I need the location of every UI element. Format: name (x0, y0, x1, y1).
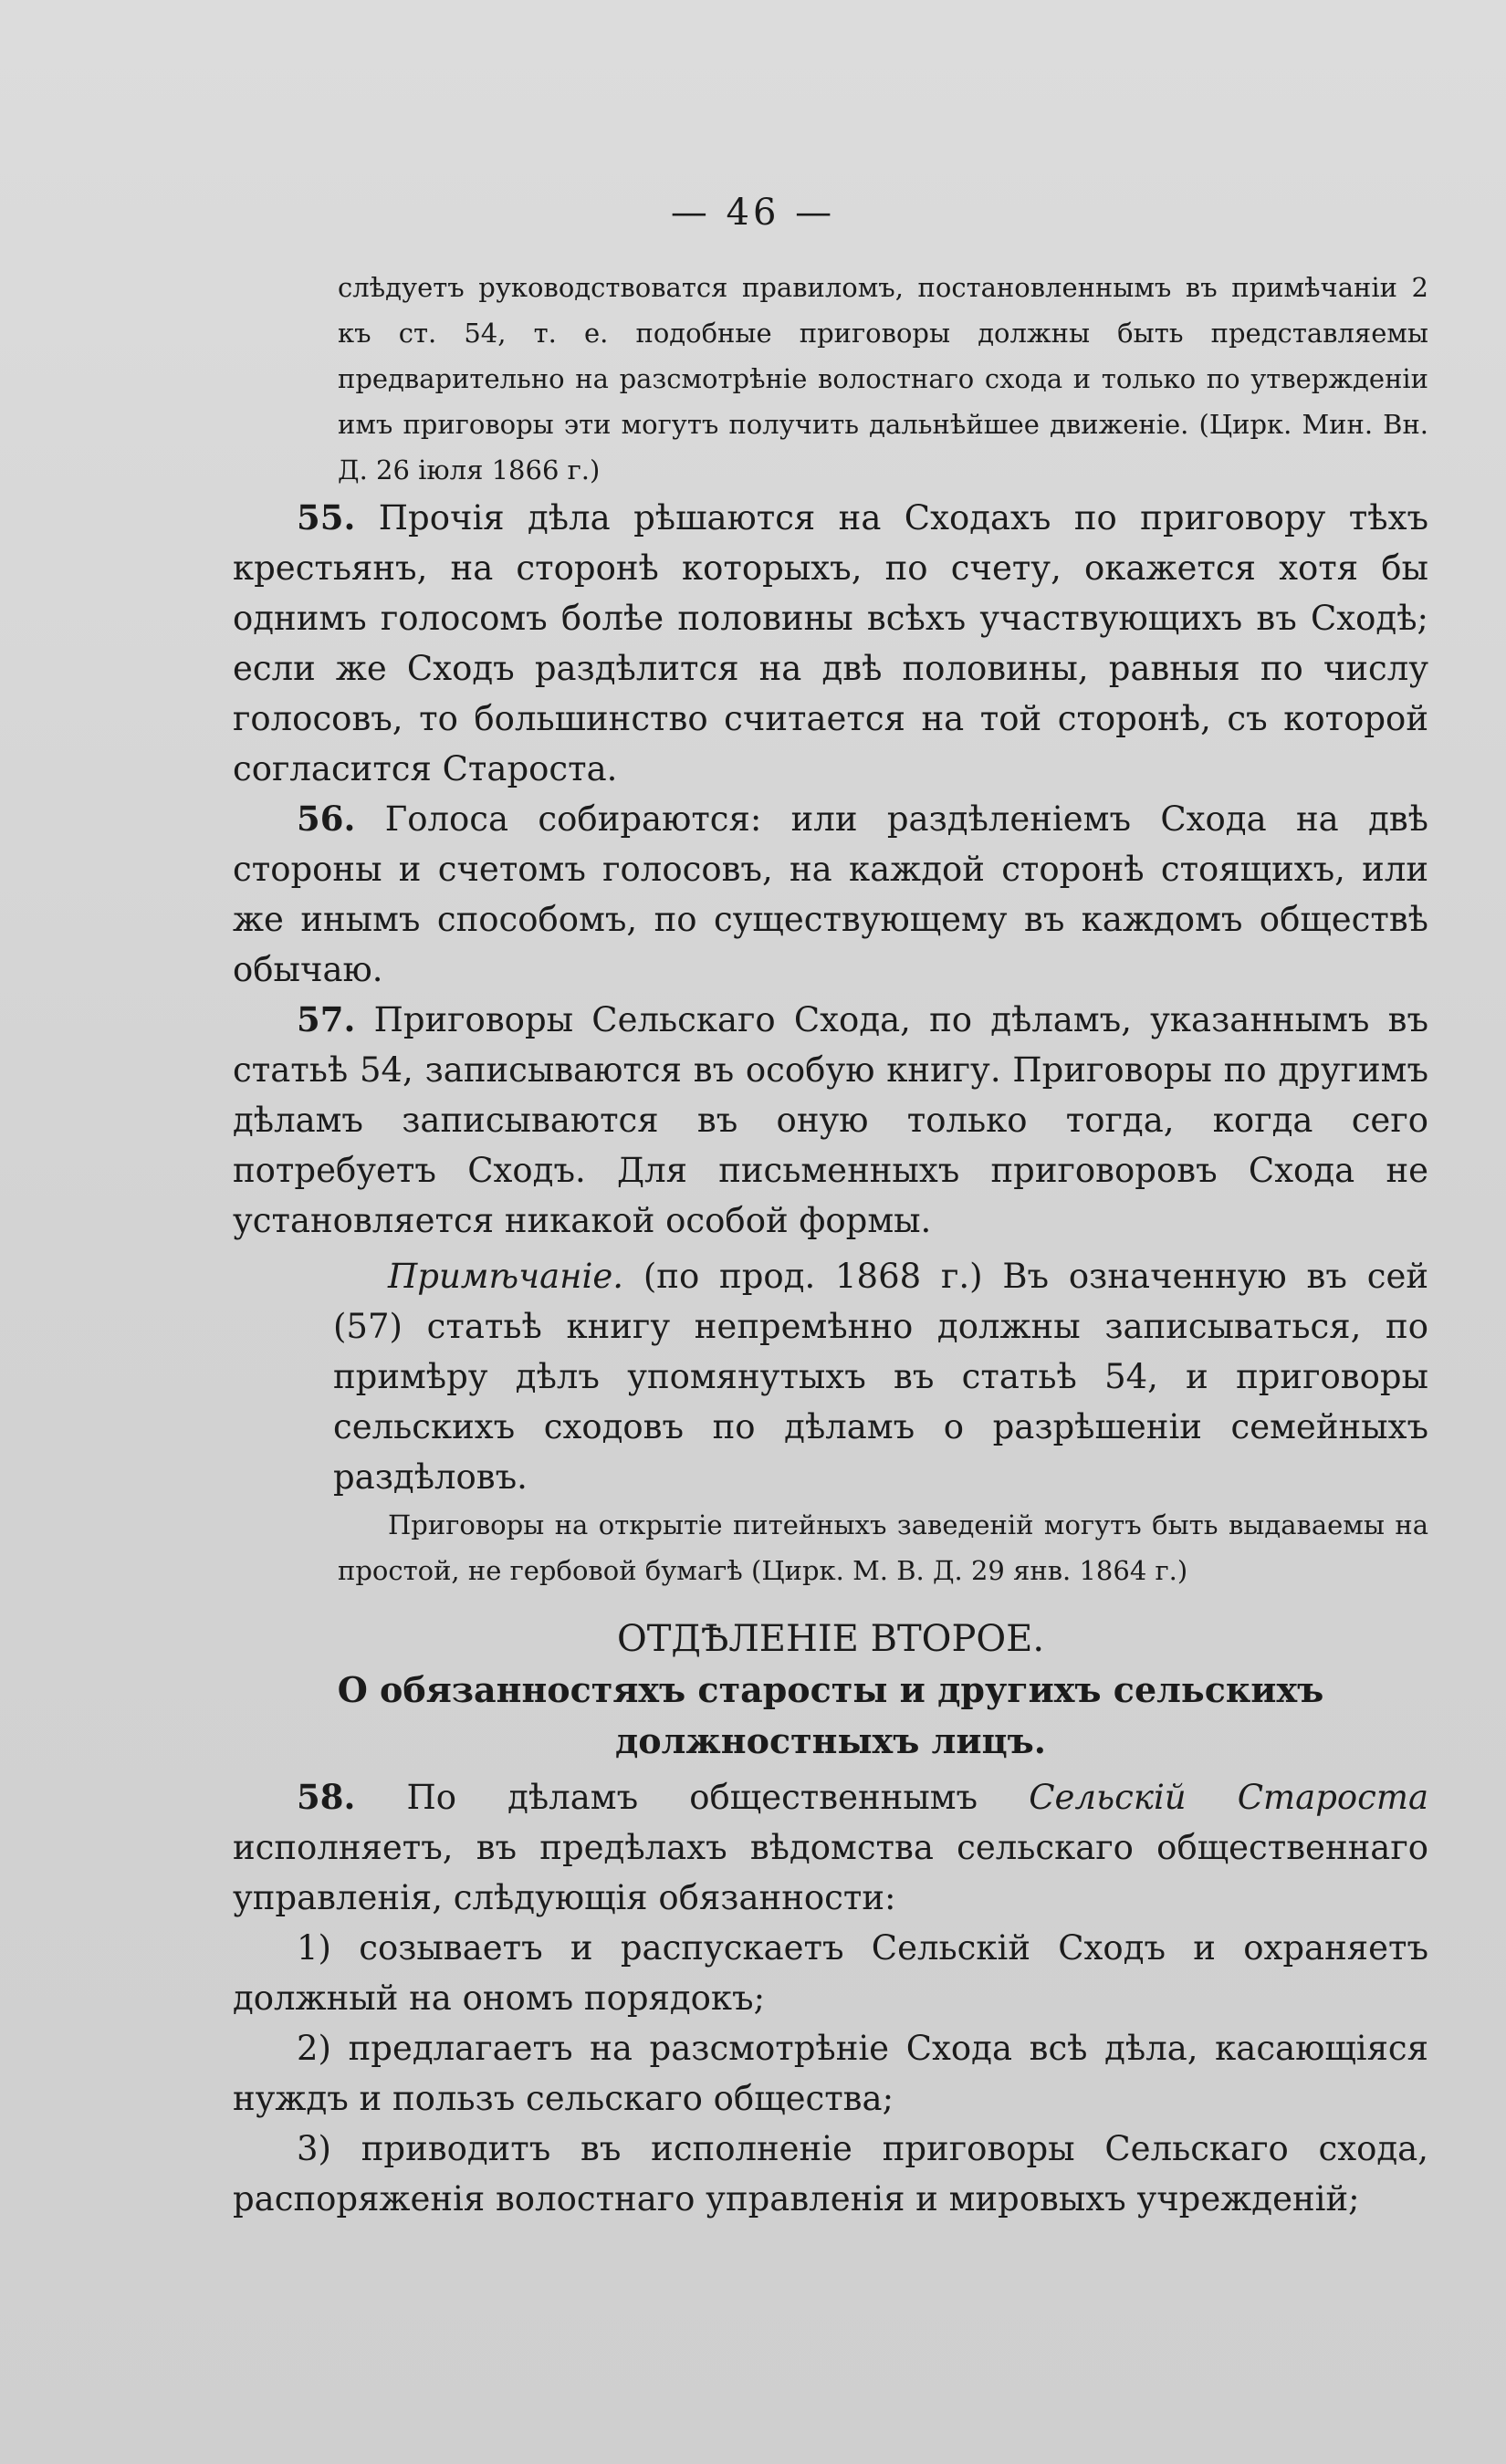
article-text: Приговоры Сельскаго Схода, по дѣламъ, указаннымъ въ статьѣ 54, записываются въ особую книгу. Приговоры по другимъ дѣламъ записываются въ оную только тогда, когда сего потребуетъ Сходъ. Для письменныхъ приговоровъ Схода не установляется никакой особой формы. (233, 1000, 1428, 1240)
note-continuation (338, 265, 1428, 493)
section-title: ОТДѢЛЕНІЕ ВТОРОЕ. (616, 1618, 1045, 1660)
article-number: 58. (297, 1777, 356, 1817)
article-text: Голоса собираются: или раздѣленіемъ Схода на двѣ стороны и счетомъ голосовъ, на каждой сторонѣ стоящихъ, или же инымъ способомъ, по существующему въ каждомъ обществѣ обычаю. (233, 799, 1428, 989)
article-number: 56. (297, 799, 356, 839)
note-57 (333, 1251, 1428, 1502)
list-item: 3) приводитъ въ исполненіе приговоры Сельскаго схода, распоряженія волостнаго управленія и мировыхъ учрежденій; (233, 2129, 1428, 2219)
note-57-fine (338, 1502, 1428, 1593)
article-number: 55. (297, 497, 356, 538)
article-57 (233, 995, 1428, 1246)
note-label: Примѣчаніе. (388, 1257, 624, 1296)
article-text: Прочія дѣла рѣшаются на Сходахъ по приговору тѣхъ крестьянъ, на сторонѣ которыхъ, по счету, окажется хотя бы однимъ голосомъ болѣе половины всѣхъ участвующихъ въ Сходѣ; если же Сходъ раздѣлится на двѣ половины, равныя по числу голосовъ, то большинство считается на той сторонѣ, съ которой согласится Староста. (233, 498, 1428, 788)
article-56 (233, 794, 1428, 995)
article-number: 57. (297, 999, 356, 1039)
article-intro-b: исполняетъ, въ предѣлахъ вѣдомства сельскаго общественнаго управленія, слѣдующія обязанности: (233, 1828, 1428, 1917)
page-number: — 46 — (670, 192, 836, 234)
page-body (233, 265, 1428, 2224)
section-subtitle: О обязанностяхъ старосты и другихъ сельскихъ должностныхъ лицъ. (337, 1669, 1324, 1761)
article-intro-italic: Сельскій Староста (1029, 1778, 1429, 1817)
note-text: (по прод. 1868 г.) Въ означенную въ сей (57) статьѣ книгу непремѣнно должны записываться, по примѣру дѣлъ упомянутыхъ въ статьѣ 54, и приговоры сельскихъ сходовъ по дѣламъ о разрѣшеніи семейныхъ раздѣловъ. (333, 1257, 1429, 1497)
note-57-fine-text: Приговоры на открытіе питейныхъ заведеній могутъ быть выдаваемы на простой, не гербовой бумагѣ (Цирк. М. В. Д. 29 янв. 1864 г.) (338, 1509, 1428, 1586)
note-continuation-text: слѣдуетъ руководствоватся правиломъ, постановленнымъ въ примѣчаніи 2 къ ст. 54, т. е. подобные приговоры должны быть представляемы предварительно на разсмотрѣніе волостнаго схода и только по утвержденіи имъ приговоры эти могутъ получить дальнѣйшее движеніе. (Цирк. Мин. Вн. Д. 26 іюля 1866 г.) (338, 272, 1428, 485)
article-intro-a: По дѣламъ общественнымъ (406, 1778, 978, 1817)
article-58 (233, 1772, 1428, 2224)
list-item: 2) предлагаетъ на разсмотрѣніе Схода всѣ дѣла, касающіяся нуждъ и пользъ сельскаго общества; (233, 2029, 1428, 2118)
list-item: 1) созываетъ и распускаетъ Сельскій Сходъ и охраняетъ должный на ономъ порядокъ; (233, 1928, 1428, 2018)
article-55 (233, 493, 1428, 794)
